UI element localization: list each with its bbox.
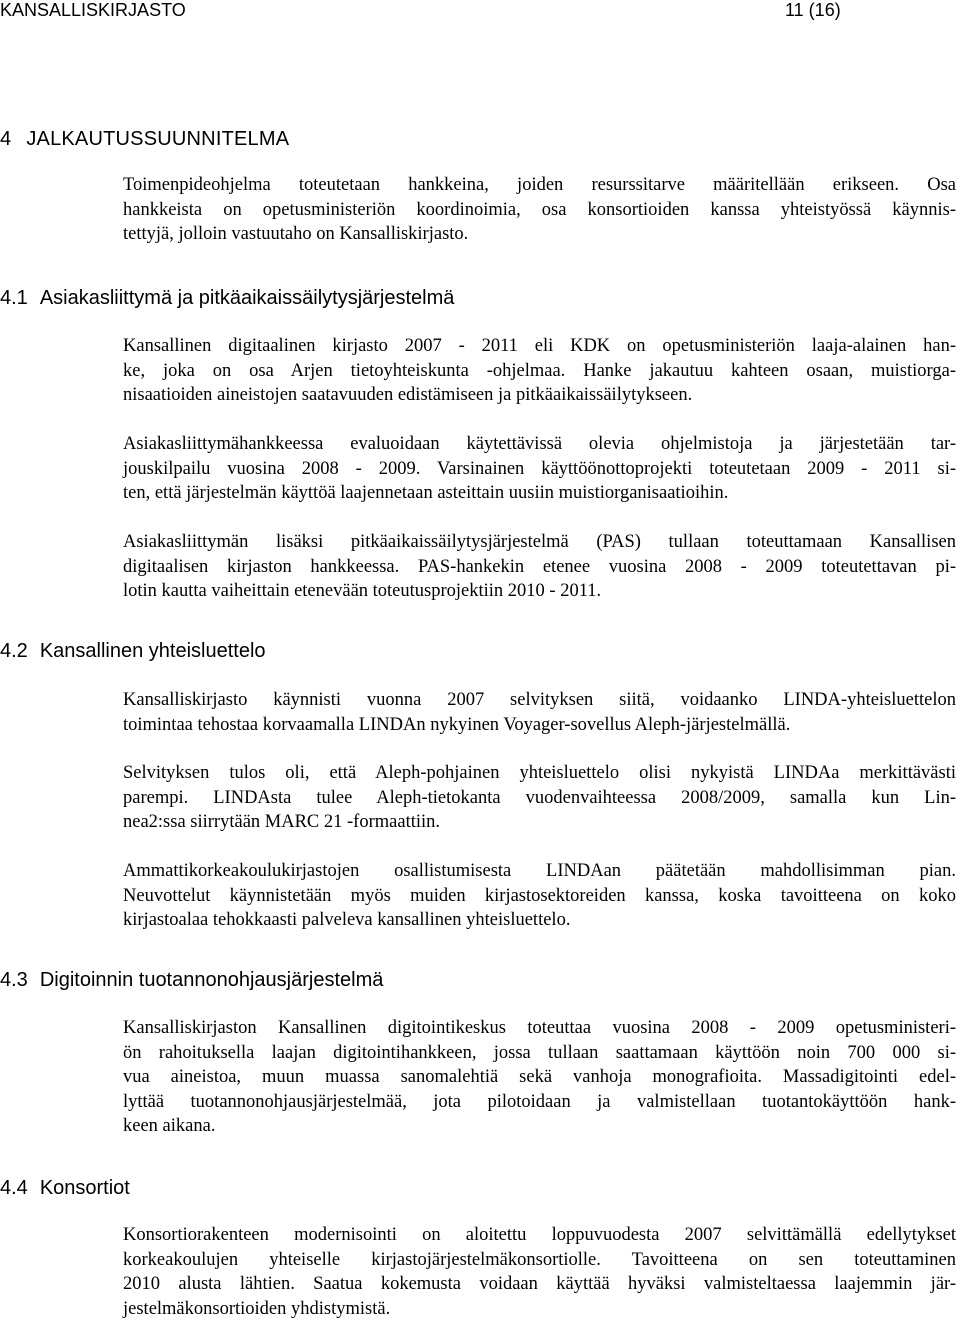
text-line: digitaalisen kirjaston hankkeessa. PAS-hankekin etenee vuosina 2008 - 2009 toteutettavan pi-	[123, 556, 956, 577]
paragraph	[123, 1223, 956, 1321]
section-heading-4-2	[0, 639, 266, 663]
section-heading-4-1	[0, 286, 454, 310]
chapter-heading	[0, 127, 289, 151]
text-line: Kansalliskirjasto käynnisti vuonna 2007 selvityksen siitä, voidaanko LINDA-yhteisluettelon	[123, 690, 956, 710]
text-line: Ammattikorkeakoulukirjastojen osallistumisesta LINDAan päätetään mahdollisimman pian.	[123, 861, 956, 881]
section-heading-4-4	[0, 1176, 130, 1200]
text-line: ten, että järjestelmän käyttöä laajennetaan asteittain uusiin muistiorganisaatioihin.	[123, 483, 729, 504]
section-number: 4.4	[0, 1177, 28, 1199]
text-line: lotin kautta vaiheittain etenevään toteutusprojektiin 2010 - 2011.	[123, 581, 602, 602]
text-line: parempi. LINDAsta tulee Aleph-tietokanta vuodenvaihteessa 2008/2009, samalla kun Lin-	[123, 787, 956, 808]
text-line: Konsortiorakenteen modernisointi on aloitettu loppuvuodesta 2007 selvittämällä edellytykset	[123, 1225, 956, 1245]
section-number: 4.1	[0, 287, 28, 309]
paragraph	[123, 334, 956, 408]
paragraph	[123, 432, 956, 506]
text-line: lyttää tuotannonohjausjärjestelmää, jota pilotoidaan ja valmistellaan tuotantokäyttöön hank-	[123, 1091, 956, 1112]
section-number: 4.3	[0, 969, 28, 991]
paragraph	[123, 761, 956, 835]
chapter-title: JALKAUTUSSUUNNITELMA	[26, 128, 290, 150]
section-heading-4-3	[0, 968, 383, 992]
text-line: Kansalliskirjaston Kansallinen digitointikeskus toteuttaa vuosina 2008 - 2009 opetusministeri-	[123, 1018, 956, 1038]
paragraph	[123, 859, 956, 933]
text-line: kirjastoalaa tehokkaasti palveleva kansallinen yhteisluettelo.	[123, 910, 571, 931]
chapter-intro-paragraph	[123, 173, 956, 247]
section-number: 4.2	[0, 640, 28, 662]
text-line: jouskilpailu vuosina 2008 - 2009. Varsinainen käyttöönottoprojekti toteutetaan 2009 - 2011 si-	[123, 458, 956, 479]
text-line: nisaatioiden aineistojen saatavuuden edistämiseen ja pitkäaikaissäilytykseen.	[123, 385, 693, 406]
text-line: ön rahoituksella laajan digitointihankkeen, jossa tullaan saattamaan käyttöön noin 700 000 si-	[123, 1042, 956, 1063]
header-page-number: 11 (16)	[785, 0, 841, 20]
section-title: Kansallinen yhteisluettelo	[39, 640, 266, 662]
paragraph	[123, 530, 956, 604]
paragraph	[123, 688, 956, 737]
section-title: Asiakasliittymä ja pitkäaikaissäilytysjärjestelmä	[39, 287, 455, 309]
text-line: Selvityksen tulos oli, että Aleph-pohjainen yhteisluettelo olisi nykyistä LINDAa merkittävästi	[123, 763, 956, 783]
text-line: nea2:ssa siirrytään MARC 21 -formaattiin.	[123, 812, 441, 833]
text-line: korkeakoulujen yhteiselle kirjastojärjestelmäkonsortiolle. Tavoitteena on sen toteuttaminen	[123, 1249, 956, 1270]
text-line: jestelmäkonsortioiden yhdistymistä.	[123, 1298, 391, 1319]
header-doc-title: KANSALLISKIRJASTO	[0, 0, 186, 20]
text-line: toimintaa tehostaa korvaamalla LINDAn nykyinen Voyager-sovellus Aleph-järjestelmällä.	[123, 714, 791, 735]
text-line: Kansallinen digitaalinen kirjasto 2007 - 2011 eli KDK on opetusministeriön laaja-alainen han-	[123, 336, 956, 356]
chapter-number: 4	[0, 128, 12, 150]
paragraph	[123, 1016, 956, 1139]
section-title: Konsortiot	[39, 1177, 130, 1199]
text-line: keen aikana.	[123, 1116, 216, 1137]
text-line: hankkeista on opetusministeriön koordinoimia, osa konsortioiden kanssa yhteistyössä käynnis-	[123, 199, 956, 220]
section-title: Digitoinnin tuotannonohjausjärjestelmä	[39, 969, 384, 991]
text-line: Toimenpideohjelma toteutetaan hankkeina, joiden resurssitarve määritellään erikseen. Osa	[123, 175, 956, 195]
text-line: Asiakasliittymän lisäksi pitkäaikaissäilytysjärjestelmä (PAS) tullaan toteuttamaan Kansallisen	[123, 532, 956, 552]
text-line: tettyjä, jolloin vastuutaho on Kansalliskirjasto.	[123, 224, 469, 245]
text-line: ke, joka on osa Arjen tietoyhteiskunta -ohjelmaa. Hanke jakautuu kahteen osaan, muistiorga-	[123, 360, 956, 381]
text-line: 2010 alusta lähtien. Saatua kokemusta voidaan käyttää hyväksi valmisteltaessa laajemmin jär-	[123, 1274, 956, 1295]
text-line: Asiakasliittymähankkeessa evaluoidaan käytettävissä olevia ohjelmistoja ja järjestetään tar-	[123, 434, 956, 454]
text-line: Neuvottelut käynnistetään myös muiden kirjastosektoreiden kanssa, koska tavoitteena on koko	[123, 885, 956, 906]
text-line: vua aineistoa, muun muassa sanomalehtiä sekä vanhoja monografioita. Massadigitointi edel-	[123, 1067, 956, 1088]
